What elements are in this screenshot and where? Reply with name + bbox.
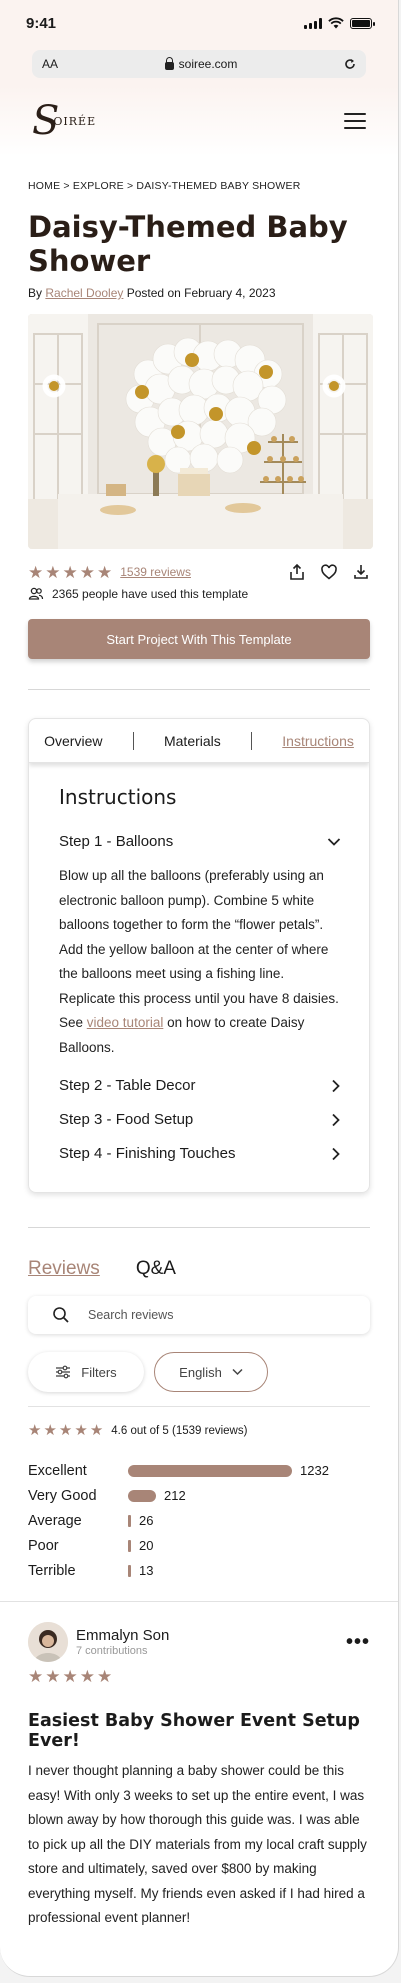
review-card xyxy=(28,1622,370,1931)
language-select[interactable] xyxy=(154,1352,268,1392)
tab-materials[interactable]: Materials xyxy=(163,732,221,749)
star-rating xyxy=(28,1423,103,1438)
reviewer-name[interactable]: Emmalyn Son xyxy=(76,1627,170,1644)
instructions-card xyxy=(28,718,370,1193)
post-date: Posted on February 4, 2023 xyxy=(126,286,276,300)
main-content xyxy=(0,180,398,1931)
usage-text: 2365 people have used this template xyxy=(52,587,249,601)
star-icon: ★ xyxy=(28,1667,44,1686)
reload-icon[interactable] xyxy=(344,58,356,70)
review-tabs xyxy=(28,1258,370,1280)
star-icon: ★ xyxy=(62,562,78,582)
cellular-signal-icon xyxy=(304,18,322,29)
tab-qa[interactable]: Q&A xyxy=(135,1258,176,1279)
instructions-heading: Instructions xyxy=(59,785,177,809)
rating-count: 26 xyxy=(139,1513,154,1528)
star-icon: ★ xyxy=(97,562,113,582)
step-1-text-end: on how to create Daisy Balloons. xyxy=(59,1015,305,1055)
rating-breakdown-row[interactable] xyxy=(28,1458,370,1483)
url-text: soiree.com xyxy=(178,57,238,71)
rating-label: Average xyxy=(28,1512,82,1529)
byline-prefix: By xyxy=(28,286,43,300)
reviewer-contributions: 7 contributions xyxy=(76,1645,148,1657)
content-tabs xyxy=(29,719,369,763)
review-body: I never thought planning a baby shower could be this easy! With only 3 weeks to set up the entire event, I was blown away by how thorough this guide was. I was able to pick up all the DIY materials from my local craft supply store and ultimately, saved over $800 by making everything myself. My friends even asked if I had hired a professional event planner! xyxy=(28,1763,367,1925)
tab-separator xyxy=(251,732,252,750)
chevron-down-icon xyxy=(232,1368,243,1376)
star-icon: ★ xyxy=(28,1422,42,1439)
sliders-icon xyxy=(55,1365,71,1379)
logo-wordmark: OIRÉE xyxy=(53,114,97,128)
lock-icon xyxy=(165,62,174,70)
section-divider xyxy=(28,689,370,690)
tab-reviews[interactable]: Reviews xyxy=(28,1258,100,1279)
text-size-button[interactable]: AA xyxy=(42,57,59,71)
instructions-panel xyxy=(29,763,369,1192)
author-link[interactable]: Rachel Dooley xyxy=(45,286,124,300)
byline xyxy=(28,286,370,300)
rating-bar-fill xyxy=(128,1465,292,1477)
star-icon: ★ xyxy=(97,1667,113,1686)
section-divider xyxy=(0,1601,398,1602)
status-time: 9:41 xyxy=(26,14,57,32)
step-3-toggle[interactable] xyxy=(59,1111,341,1128)
status-bar xyxy=(0,0,398,46)
wifi-icon xyxy=(328,17,344,29)
rating-bar-track xyxy=(128,1540,133,1552)
avatar[interactable] xyxy=(28,1622,68,1662)
star-icon: ★ xyxy=(58,1422,73,1439)
reviewer-info xyxy=(76,1627,169,1657)
rating-count: 1232 xyxy=(300,1463,329,1478)
url-display[interactable] xyxy=(165,57,238,71)
average-text: 4.6 out of 5 (1539 reviews) xyxy=(111,1424,248,1437)
usage-count xyxy=(28,587,370,601)
rating-label: Terrible xyxy=(28,1562,76,1579)
rating-bar-track xyxy=(128,1465,294,1477)
step-label: Step 1 - Balloons xyxy=(59,833,174,850)
rating-count: 212 xyxy=(164,1488,186,1503)
status-icons xyxy=(304,17,372,29)
chevron-right-icon xyxy=(331,1147,341,1161)
breadcrumb[interactable]: HOME > EXPLORE > DAISY-THEMED BABY SHOWER xyxy=(28,180,301,192)
share-icon[interactable] xyxy=(288,563,306,581)
search-icon xyxy=(52,1306,70,1324)
step-1-text: Blow up all the balloons (preferably using an electronic balloon pump). Combine 5 white balloons together to form the “flower petals”. Add the yellow balloon at the center of where the balloons meet using a fishing line. Replicate this process until you have 8 daisies. See xyxy=(59,868,339,1030)
rating-breakdown-row[interactable] xyxy=(28,1483,370,1508)
soiree-logo[interactable] xyxy=(32,98,97,144)
step-2-toggle[interactable] xyxy=(59,1077,341,1094)
review-search-input[interactable] xyxy=(28,1296,370,1334)
rating-breakdown xyxy=(28,1458,370,1583)
star-icon: ★ xyxy=(74,1422,88,1439)
logo-letter: S xyxy=(32,98,60,144)
tab-separator xyxy=(133,732,134,750)
start-project-button[interactable]: Start Project With This Template xyxy=(28,619,370,659)
star-icon: ★ xyxy=(79,562,95,582)
step-label: Step 3 - Food Setup xyxy=(59,1111,194,1128)
heart-icon[interactable] xyxy=(320,563,338,581)
video-tutorial-link[interactable]: video tutorial xyxy=(86,1015,164,1030)
review-header xyxy=(28,1622,370,1662)
star-icon: ★ xyxy=(28,562,44,582)
review-title: Easiest Baby Shower Event Setup Ever! xyxy=(28,1711,360,1751)
rating-breakdown-row[interactable] xyxy=(28,1558,370,1583)
rating-bar-track xyxy=(128,1490,158,1502)
star-icon: ★ xyxy=(79,1667,95,1686)
rating-bar-track xyxy=(128,1515,133,1527)
daisy-balloon-party-image xyxy=(28,314,373,549)
step-4-toggle[interactable] xyxy=(59,1145,341,1162)
star-icon: ★ xyxy=(45,562,61,582)
review-star-rating xyxy=(28,1668,370,1685)
filters-button[interactable] xyxy=(28,1352,144,1392)
star-rating xyxy=(28,564,112,581)
avatar-image xyxy=(28,1622,68,1662)
chevron-down-icon xyxy=(327,837,341,847)
chevron-right-icon xyxy=(331,1113,341,1127)
star-icon: ★ xyxy=(89,1422,104,1439)
chevron-right-icon xyxy=(331,1079,341,1093)
rating-bar-fill xyxy=(128,1540,131,1552)
rating-breakdown-row[interactable] xyxy=(28,1508,370,1533)
search-placeholder: Search reviews xyxy=(88,1308,174,1322)
reviews-count-link[interactable]: 1539 reviews xyxy=(120,565,191,579)
article-actions xyxy=(288,563,370,581)
section-divider xyxy=(28,1406,370,1407)
step-1-toggle[interactable] xyxy=(59,833,341,850)
download-icon[interactable] xyxy=(352,563,370,581)
browser-bar xyxy=(0,46,398,86)
rating-bar-fill xyxy=(128,1490,156,1502)
page-title: Daisy-Themed Baby Shower xyxy=(28,210,348,278)
tab-instructions[interactable]: Instructions xyxy=(282,732,354,749)
users-icon xyxy=(28,587,44,601)
language-value: English xyxy=(179,1364,222,1380)
tab-overview[interactable]: Overview xyxy=(44,732,103,749)
more-options-icon[interactable]: ••• xyxy=(345,1630,370,1653)
rating-label: Excellent xyxy=(28,1462,87,1479)
rating-count: 13 xyxy=(139,1563,154,1578)
star-icon: ★ xyxy=(62,1667,78,1686)
review-filter-row xyxy=(28,1352,370,1392)
rating-bar-fill xyxy=(128,1565,131,1577)
site-header xyxy=(0,86,398,156)
rating-label: Poor xyxy=(28,1537,59,1554)
star-icon: ★ xyxy=(43,1422,57,1439)
rating-breakdown-row[interactable] xyxy=(28,1533,370,1558)
section-divider xyxy=(28,1227,370,1228)
menu-icon[interactable] xyxy=(344,113,366,129)
star-icon: ★ xyxy=(45,1667,61,1686)
rating-row xyxy=(28,563,370,581)
average-rating xyxy=(28,1423,370,1438)
rating-bar-track xyxy=(128,1565,133,1577)
filters-label: Filters xyxy=(81,1364,117,1380)
rating-label: Very Good xyxy=(28,1487,97,1504)
battery-icon xyxy=(350,18,372,29)
address-bar[interactable] xyxy=(32,50,366,78)
step-label: Step 4 - Finishing Touches xyxy=(59,1145,236,1162)
step-label: Step 2 - Table Decor xyxy=(59,1077,196,1094)
step-1-description xyxy=(59,864,341,1060)
rating-count: 20 xyxy=(139,1538,154,1553)
hero-image xyxy=(28,314,373,549)
rating-bar-fill xyxy=(128,1515,131,1527)
